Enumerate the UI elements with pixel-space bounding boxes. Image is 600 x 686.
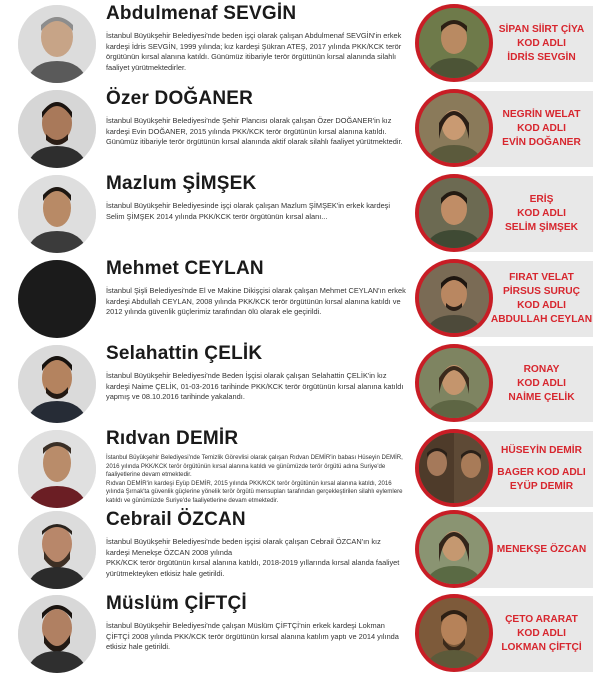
alias-text: NEGRİN WELAT KOD ADLI EVİN DOĞANER bbox=[502, 109, 581, 148]
employee-photo bbox=[18, 175, 96, 253]
employee-description: İstanbul Büyükşehir Belediyesi'nde beden işçisi olarak çalışan Cebrail ÖZCAN'ın kız kardeşi Menekşe ÖZCAN 2008 yılında PKK/KCK terör örgütünün kırsal alanına katıldı, 2018-2019 yıllarında kırsal alanda faaliyet yürütmekteyken etkisiz hale getirildi. bbox=[106, 537, 400, 578]
employee-description: İstanbul Büyükşehir Belediyesi'nde Şehir Plancısı olarak çalışan Özer DOĞANER'in kız kardeşi Evin DOĞANER, 2015 yılında PKK/KCK terör örgütünün kırsal alanına katıldı. Günümüz itibariyle terör örgütünün kırsal alanında aktif olarak silahlı faaliyet yürütmektedir. bbox=[106, 116, 403, 146]
person-row bbox=[0, 172, 600, 258]
person-row bbox=[0, 342, 600, 428]
alias-text: RONAY KOD ADLI NAİME ÇELİK bbox=[508, 364, 575, 403]
alias-text: HÜSEYİN DEMİR BAGER KOD ADLI EYÜP DEMİR bbox=[497, 445, 586, 492]
alias-text: ÇETO ARARAT KOD ADLI LOKMAN ÇİFTÇİ bbox=[501, 614, 582, 653]
employee-description: İstanbul Büyükşehir Belediyesi'nde beden işçi olarak çalışan Abdulmenaf SEVGİN'in erkek kardeşi İdris SEVGİN, 1999 yılında; kız kardeşi Şükran ATEŞ, 2017 yılında PKK/KCK terör örgütünün kırsal alanına katıldı. Günümüz itibariyle terör örgütünün kırsal alanında silahlı faaliyet yürütmektedirler. bbox=[106, 31, 402, 72]
employee-description: İstanbul Büyükşehir Belediyesi'nde çalışan Müslüm ÇİFTÇİ'nin erkek kardeşi Lokman ÇİFTÇİ 2008 yılında PKK/KCK terör örgütünün kırsal alanına katılım yaptı ve 2014 yılında etkisiz hale getirildi. bbox=[106, 621, 399, 651]
employee-name: Müslüm ÇİFTÇİ bbox=[106, 593, 247, 614]
relative-photo bbox=[415, 510, 493, 588]
relative-photo bbox=[415, 174, 493, 252]
alias-text: MENEKŞE ÖZCAN bbox=[496, 544, 587, 555]
employee-photo bbox=[18, 5, 96, 83]
relative-photo bbox=[415, 429, 493, 507]
employee-name: Abdulmenaf SEVGİN bbox=[106, 3, 297, 24]
person-row bbox=[0, 2, 600, 88]
employee-description: İstanbul Büyükşehir Belediyesinde işçi olarak çalışan Mazlum ŞİMŞEK'in erkek kardeşi Selim ŞİMŞEK 2014 yılında PKK/KCK terör örgütünün kırsal alanı... bbox=[106, 201, 391, 221]
person-row bbox=[0, 87, 600, 173]
employee-photo bbox=[18, 430, 96, 508]
employee-photo bbox=[18, 345, 96, 423]
employee-name: Cebrail ÖZCAN bbox=[106, 509, 246, 530]
employee-name: Rıdvan DEMİR bbox=[106, 428, 239, 449]
person-row bbox=[0, 592, 600, 678]
relative-photo bbox=[415, 4, 493, 82]
employee-description: İstanbul Büyükşehir Belediyesi'nde Temizlik Görevlisi olarak çalışan Rıdvan DEMİR'in babası Hüseyin DEMİR, 2016 yılında PKK/KCK terör örgütünün kırsal alanına katıldı ve günümüzde terör örgütü adına Suriye'de faaliyetlerine devam etmektedir. Rıdvan DEMİR'in kardeşi Eyüp DEMİR, 2015 yılında PKK/KCK terör örgütünün kırsal alanına katıldı, 2016 yılında Şırnak'ta güvenlik güçlerine yönelik terör örgütü mensupları tarafından gerçekleştirilen silahlı eylemlere katıldı ve günümüzde Suriye'de faaliyetlerine devam etmektedir. bbox=[106, 454, 403, 504]
employee-photo-placeholder bbox=[18, 260, 96, 338]
employee-description: İstanbul Büyükşehir Belediyesi'nde Beden İşçisi olarak çalışan Selahattin ÇELİK'in kız kardeşi Naime ÇELİK, 01-03-2016 tarihinde PKK/KCK terör örgütünün kırsal alanına katıldı yapmış ve 08.10.2016 tarihinde yakalandı. bbox=[106, 371, 404, 401]
employee-description: İstanbul Şişli Belediyesi'nde El ve Makine Dikişçisi olarak çalışan Mehmet CEYLAN'ın erkek kardeşi Abdullah CEYLAN, 2008 yılında PKK/KCK terör örgütünün kırsal alanına katıldı ve 2012 yılında güvenlik güçlerimiz tarafından ölü olarak ele geçirildi. bbox=[106, 286, 406, 316]
person-row bbox=[0, 427, 600, 513]
employee-name: Özer DOĞANER bbox=[106, 88, 254, 109]
relative-photo bbox=[415, 344, 493, 422]
alias-text: SİPAN SİİRT ÇİYA KOD ADLI İDRİS SEVGİN bbox=[498, 24, 585, 63]
employee-photo bbox=[18, 595, 96, 673]
relative-photo bbox=[415, 594, 493, 672]
relative-photo bbox=[415, 89, 493, 167]
alias-text: FIRAT VELAT PİRSUS SURUÇ KOD ADLI ABDULLAH CEYLAN bbox=[490, 272, 593, 325]
person-row bbox=[0, 257, 600, 343]
alias-text: ERİŞ KOD ADLI SELİM ŞİMŞEK bbox=[504, 194, 579, 233]
employee-photo bbox=[18, 511, 96, 589]
employee-name: Mehmet CEYLAN bbox=[106, 258, 264, 279]
person-row bbox=[0, 508, 600, 594]
employee-name: Selahattin ÇELİK bbox=[106, 343, 263, 364]
relative-photo bbox=[415, 259, 493, 337]
employee-name: Mazlum ŞİMŞEK bbox=[106, 173, 257, 194]
employee-photo bbox=[18, 90, 96, 168]
